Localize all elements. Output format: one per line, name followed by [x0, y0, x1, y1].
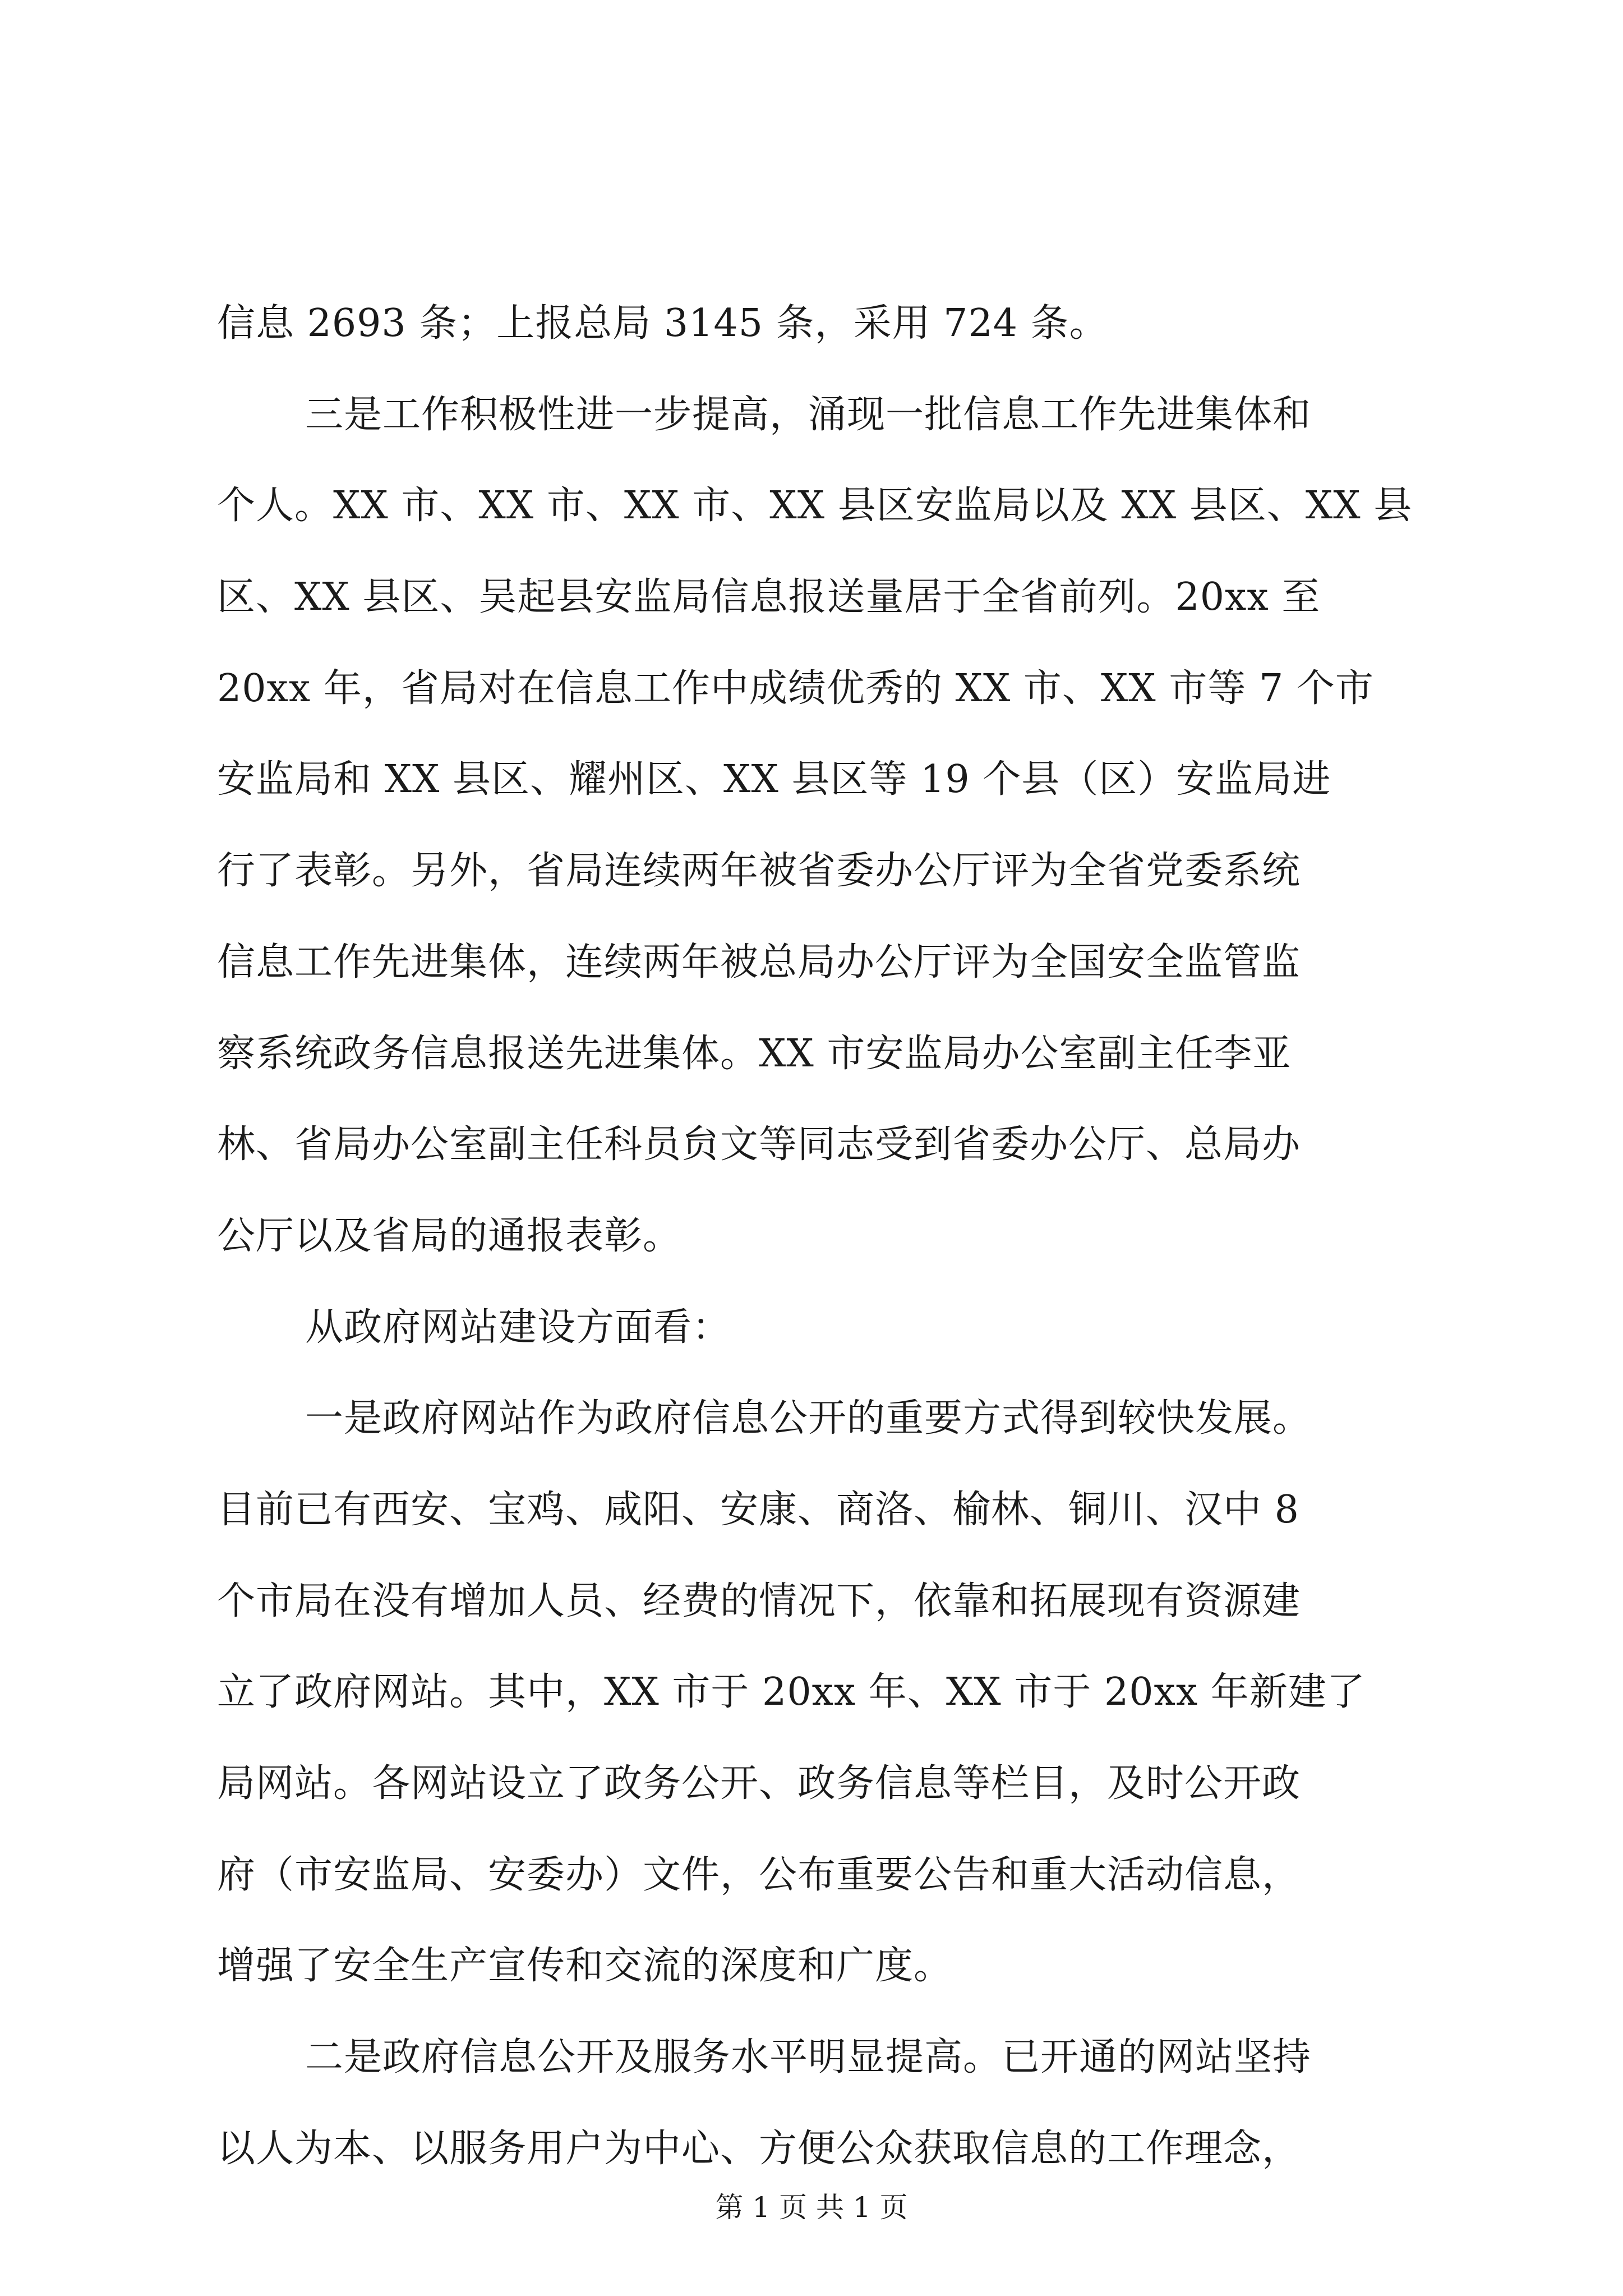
text-line: 府（市安监局、安委办）文件，公布重要公告和重大活动信息，: [217, 1853, 1301, 1897]
text-line: 个市局在没有增加人员、经费的情况下，依靠和拓展现有资源建: [217, 1579, 1301, 1623]
page-footer: 第 1 页 共 1 页: [715, 2191, 908, 2224]
text-line: 个人。XX 市、XX 市、XX 市、XX 县区安监局以及 XX 县区、XX 县: [217, 484, 1413, 528]
text-line: 公厅以及省局的通报表彰。: [217, 1214, 682, 1258]
text-line: 20xx 年，省局对在信息工作中成绩优秀的 XX 市、XX 市等 7 个市: [217, 666, 1374, 711]
text-line: 以人为本、以服务用户为中心、方便公众获取信息的工作理念，: [217, 2127, 1301, 2171]
text-line: 林、省局办公室副主任科员贠文等同志受到省委办公厅、总局办: [217, 1122, 1301, 1167]
text-line: 区、XX 县区、吴起县安监局信息报送量居于全省前列。20xx 至: [217, 575, 1321, 619]
text-line: 目前已有西安、宝鸡、咸阳、安康、商洛、榆林、铜川、汉中 8: [217, 1488, 1299, 1532]
text-line: 行了表彰。另外，省局连续两年被省委办公厅评为全省党委系统: [217, 849, 1301, 893]
text-line: 信息工作先进集体，连续两年被总局办公厅评为全国安全监管监: [217, 940, 1301, 984]
paragraph-first-line: 一是政府网站作为政府信息公开的重要方式得到较快发展。: [305, 1396, 1312, 1441]
text-line: 察系统政务信息报送先进集体。XX 市安监局办公室副主任李亚: [217, 1032, 1292, 1076]
text-line: 立了政府网站。其中，XX 市于 20xx 年、XX 市于 20xx 年新建了: [217, 1670, 1366, 1714]
text-line: 增强了安全生产宣传和交流的深度和广度。: [217, 1944, 953, 1988]
paragraph-first-line: 三是工作积极性进一步提高，涌现一批信息工作先进集体和: [305, 393, 1312, 437]
text-line: 安监局和 XX 县区、耀州区、XX 县区等 19 个县（区）安监局进: [217, 757, 1331, 802]
paragraph-first-line: 二是政府信息公开及服务水平明显提高。已开通的网站坚持: [305, 2035, 1312, 2079]
text-line: 信息 2693 条；上报总局 3145 条，采用 724 条。: [217, 301, 1108, 346]
text-line: 局网站。各网站设立了政务公开、政务信息等栏目，及时公开政: [217, 1761, 1301, 1806]
section-heading-line: 从政府网站建设方面看：: [305, 1305, 731, 1350]
